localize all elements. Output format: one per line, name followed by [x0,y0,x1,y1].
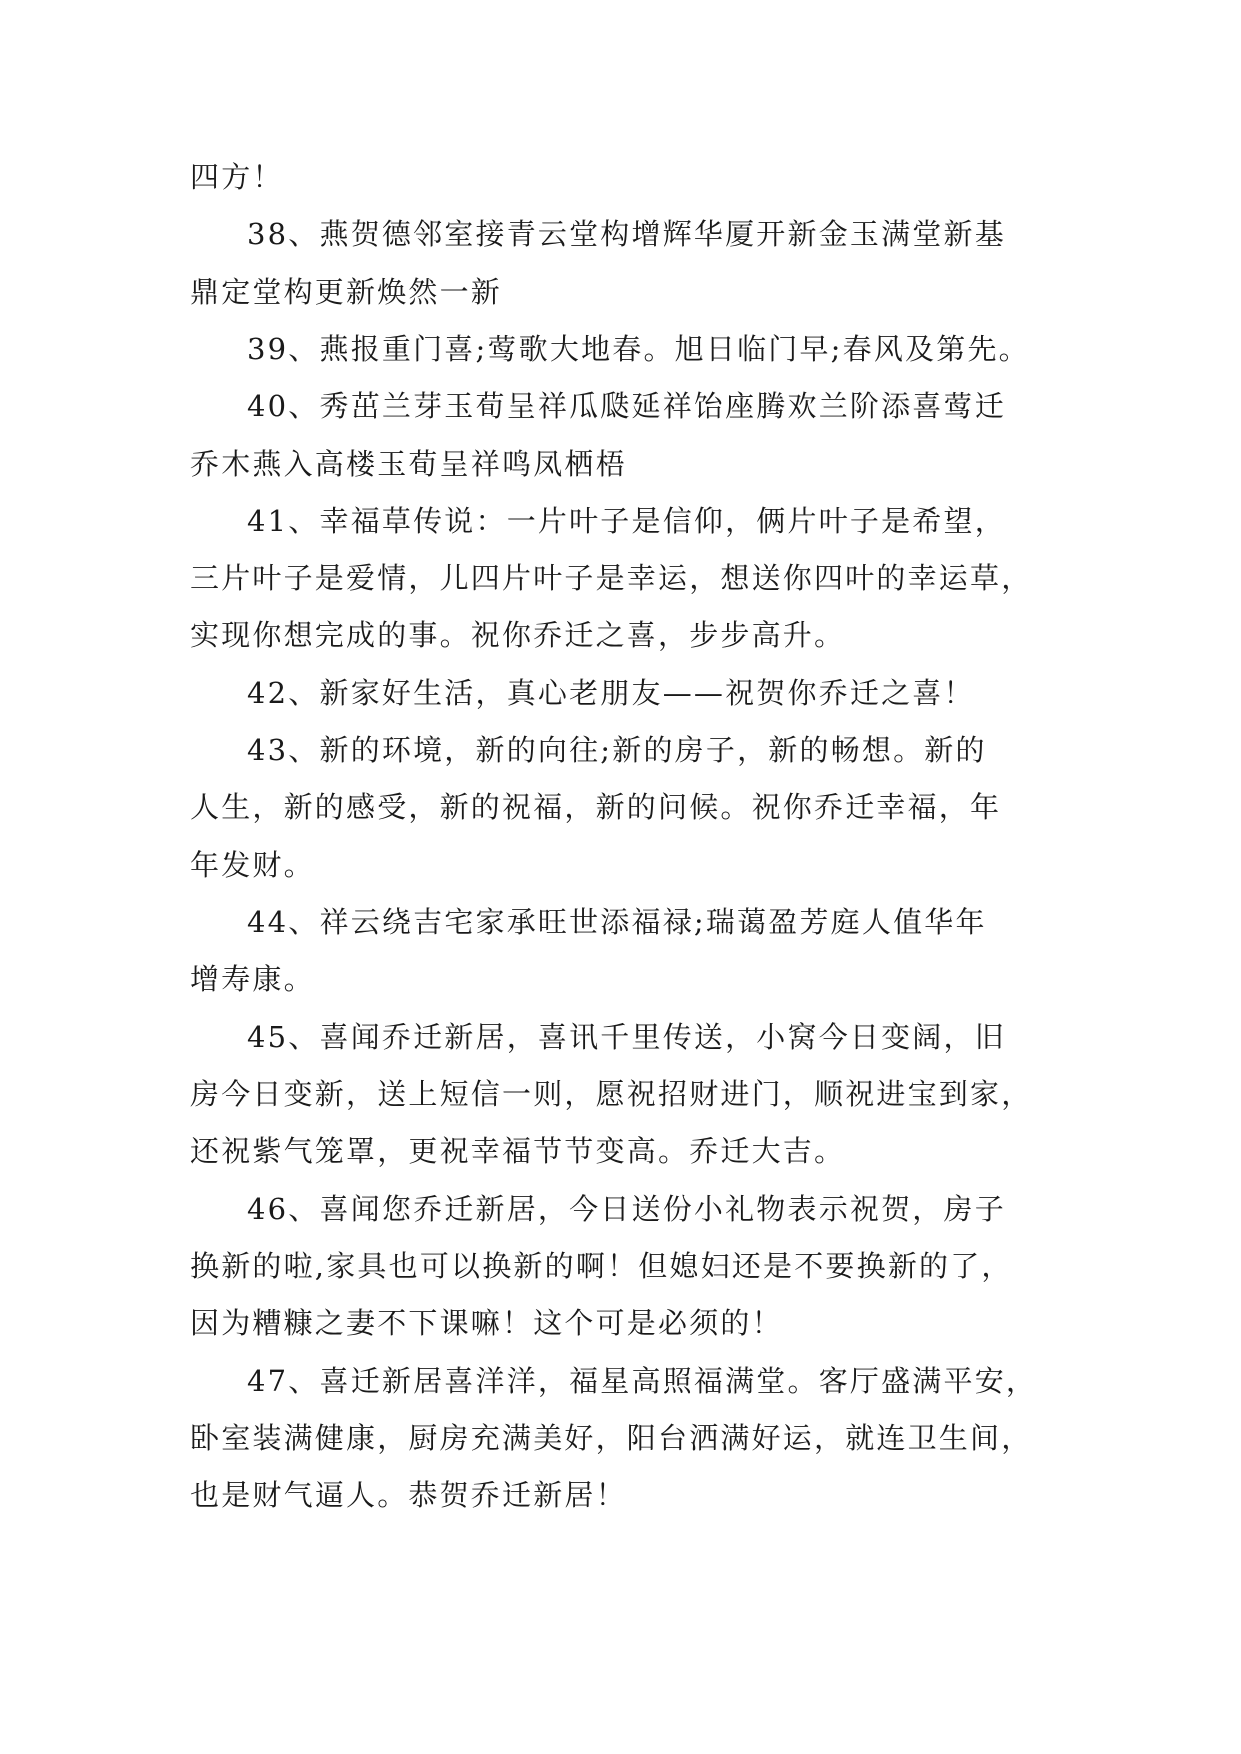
text-line: 47、喜迁新居喜洋洋，福星高照福满堂。客厅盛满平安， [247,1364,1038,1398]
text-line: 卧室装满健康，厨房充满美好，阳台洒满好运，就连卫生间， [190,1421,1033,1455]
text-line: 四方！ [190,160,284,194]
text-line: 也是财气逼人。恭贺乔迁新居！ [190,1478,627,1512]
text-line: 44、祥云绕吉宅家承旺世添福禄;瑞蔼盈芳庭人值华年 [247,905,987,939]
text-line: 43、新的环境，新的向往;新的房子，新的畅想。新的 [247,733,987,767]
text-line: 39、燕报重门喜;莺歌大地春。旭日临门早;春风及第先。 [247,332,1030,366]
text-line: 因为糟糠之妻不下课嘛！这个可是必须的！ [190,1306,783,1340]
text-line: 还祝紫气笼罩，更祝幸福节节变高。乔迁大吉。 [190,1134,846,1168]
text-line: 40、秀茁兰芽玉荀呈祥瓜瓞延祥饴座腾欢兰阶添喜莺迁 [247,389,1006,423]
text-line: 45、喜闻乔迁新居，喜讯千里传送，小窝今日变阔，旧 [247,1020,1006,1054]
text-line: 增寿康。 [190,962,315,996]
text-line: 乔木燕入高楼玉荀呈祥鸣凤栖梧 [190,447,627,481]
text-line: 实现你想完成的事。祝你乔迁之喜，步步高升。 [190,618,846,652]
text-line: 41、幸福草传说：一片叶子是信仰，俩片叶子是希望， [247,504,1006,538]
text-line: 换新的啦,家具也可以换新的啊！但媳妇还是不要换新的了， [190,1249,1013,1283]
text-line: 鼎定堂构更新焕然一新 [190,275,503,309]
text-line: 38、燕贺德邻室接青云堂构增辉华厦开新金玉满堂新基 [247,217,1006,251]
text-line: 年发财。 [190,848,315,882]
text-line: 房今日变新，送上短信一则，愿祝招财进门，顺祝进宝到家， [190,1077,1033,1111]
text-line: 42、新家好生活，真心老朋友——祝贺你乔迁之喜！ [247,676,975,710]
text-line: 人生，新的感受，新的祝福，新的问候。祝你乔迁幸福，年 [190,790,1002,824]
text-line: 46、喜闻您乔迁新居，今日送份小礼物表示祝贺，房子 [247,1192,1006,1226]
text-line: 三片叶子是爱情，儿四片叶子是幸运，想送你四叶的幸运草， [190,561,1033,595]
